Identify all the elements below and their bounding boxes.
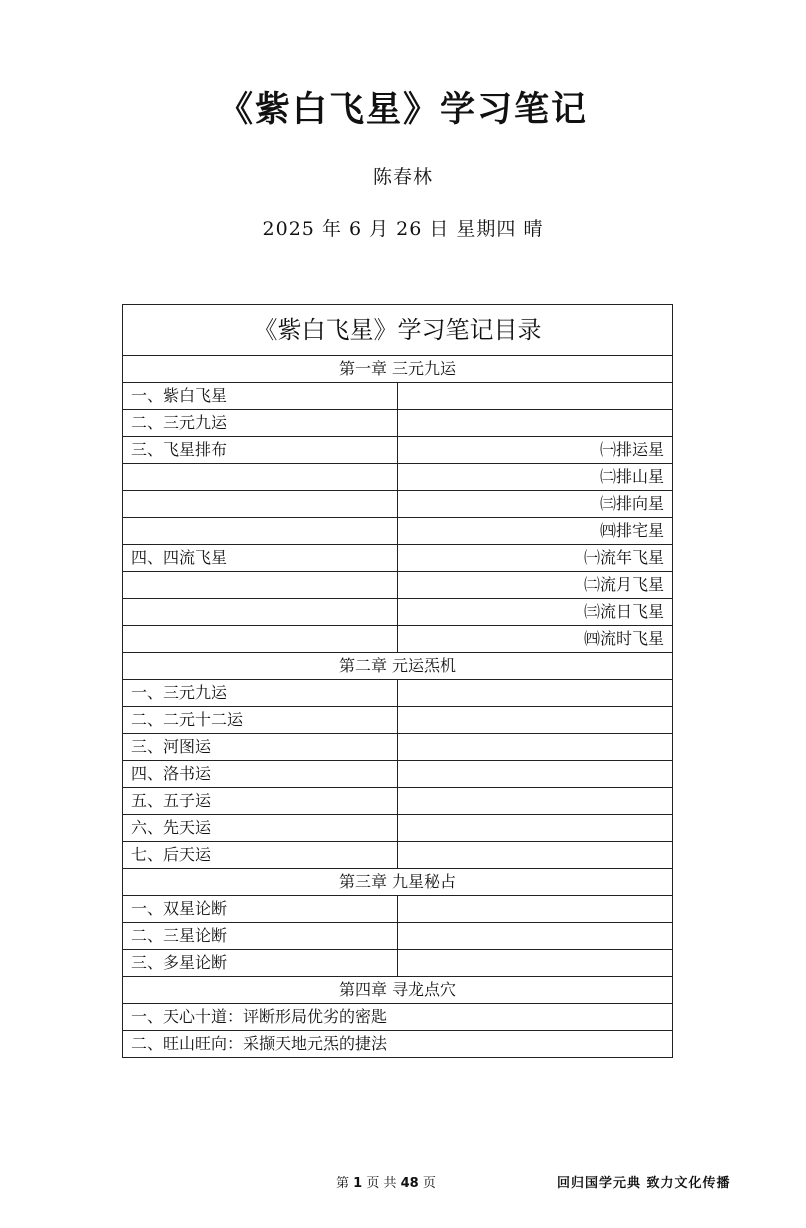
toc-row (123, 410, 673, 437)
toc-row (123, 680, 673, 707)
date-line: 2025 年 6 月 26 日 星期四 晴 (262, 218, 544, 240)
page-prefix: 第 (336, 1176, 350, 1191)
subsection-title (398, 410, 673, 437)
chapter-title: 第二章 元运炁机 (123, 653, 673, 680)
page-number: 1 (353, 1176, 363, 1191)
subsection-title: ㈡流月飞星 (398, 572, 673, 599)
section-title: 五、五子运 (123, 788, 398, 815)
section-title: 七、后天运 (123, 842, 398, 869)
chapter-row (123, 653, 673, 680)
section-title: 三、多星论断 (123, 950, 398, 977)
page-footer (0, 1172, 806, 1192)
chapter-title: 第四章 寻龙点穴 (123, 977, 673, 1004)
chapter-title: 第一章 三元九运 (123, 356, 673, 383)
toc-row (123, 950, 673, 977)
toc-row (123, 383, 673, 410)
section-title: 一、三元九运 (123, 680, 398, 707)
section-title: 四、洛书运 (123, 761, 398, 788)
section-title (123, 491, 398, 518)
chapter-row (123, 977, 673, 1004)
subsection-title: ㈣排宅星 (398, 518, 673, 545)
subsection-title (398, 383, 673, 410)
subsection-title (398, 950, 673, 977)
chapter-row (123, 356, 673, 383)
toc-row (123, 923, 673, 950)
subsection-title: ㈠流年飞星 (398, 545, 673, 572)
toc-row (123, 626, 673, 653)
toc-row (123, 572, 673, 599)
section-title: 一、天心十道：评断形局优劣的密匙 (123, 1004, 673, 1031)
subsection-title: ㈡排山星 (398, 464, 673, 491)
page-indicator (336, 1172, 436, 1191)
section-title (123, 572, 398, 599)
subsection-title (398, 707, 673, 734)
section-title: 三、河图运 (123, 734, 398, 761)
subsection-title (398, 761, 673, 788)
section-title: 二、旺山旺向：采撷天地元炁的捷法 (123, 1031, 673, 1058)
page-middle: 页 共 (366, 1176, 397, 1191)
toc-row (123, 437, 673, 464)
toc-heading-row (123, 305, 673, 356)
toc-row (123, 707, 673, 734)
section-title: 一、双星论断 (123, 896, 398, 923)
section-title (123, 626, 398, 653)
subsection-title (398, 788, 673, 815)
toc-table (122, 304, 673, 1058)
section-title: 二、二元十二运 (123, 707, 398, 734)
page-suffix: 页 (422, 1176, 436, 1191)
toc-row (123, 761, 673, 788)
section-title (123, 599, 398, 626)
toc-row (123, 1031, 673, 1058)
toc-row (123, 491, 673, 518)
subsection-title (398, 923, 673, 950)
toc-row (123, 545, 673, 572)
section-title: 三、飞星排布 (123, 437, 398, 464)
toc-row (123, 815, 673, 842)
section-title: 四、四流飞星 (123, 545, 398, 572)
section-title (123, 518, 398, 545)
toc-row (123, 896, 673, 923)
toc-row (123, 518, 673, 545)
toc-row (123, 788, 673, 815)
footer-slogan: 回归国学元典 致力文化传播 (557, 1176, 731, 1191)
toc-row (123, 734, 673, 761)
subsection-title (398, 896, 673, 923)
chapter-row (123, 869, 673, 896)
subsection-title (398, 680, 673, 707)
toc-row (123, 599, 673, 626)
section-title: 二、三星论断 (123, 923, 398, 950)
subsection-title: ㈢流日飞星 (398, 599, 673, 626)
section-title: 六、先天运 (123, 815, 398, 842)
subsection-title: ㈢排向星 (398, 491, 673, 518)
document-title: 《紫白飞星》学习笔记 (217, 89, 588, 130)
section-title: 一、紫白飞星 (123, 383, 398, 410)
total-pages: 48 (400, 1176, 419, 1191)
section-title: 二、三元九运 (123, 410, 398, 437)
subsection-title (398, 842, 673, 869)
subsection-title (398, 815, 673, 842)
section-title (123, 464, 398, 491)
author-name: 陈春林 (372, 166, 433, 188)
chapter-title: 第三章 九星秘占 (123, 869, 673, 896)
subsection-title: ㈣流时飞星 (398, 626, 673, 653)
subsection-title (398, 734, 673, 761)
toc-row (123, 464, 673, 491)
subsection-title: ㈠排运星 (398, 437, 673, 464)
toc-row (123, 1004, 673, 1031)
toc-heading: 《紫白飞星》学习笔记目录 (123, 305, 673, 356)
toc-row (123, 842, 673, 869)
